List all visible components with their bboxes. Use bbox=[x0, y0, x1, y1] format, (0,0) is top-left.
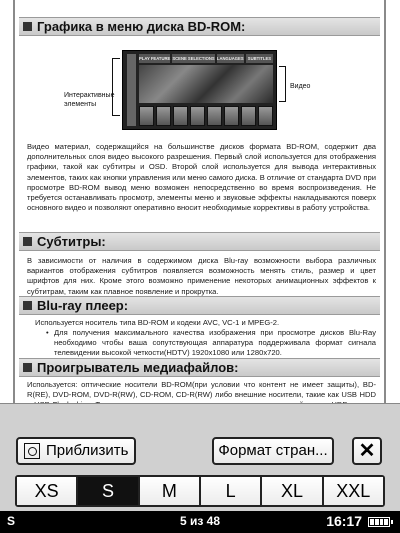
battery-cell bbox=[375, 519, 379, 525]
section-title: Субтитры: bbox=[37, 234, 106, 249]
size-option-xxl[interactable]: XXL bbox=[324, 477, 383, 505]
figure-thumbnail bbox=[173, 106, 188, 126]
paragraph-text: Для получения максимального качества изображения при просмотре дисков Blu-Ray необходимо чтобы ваша сопутствующая аппаратура поддерживала формат сигнала телевидении высокой четкости(HDTV) 1920x1080 или 1280x720. bbox=[54, 328, 376, 358]
figure-tab: LANGUAGES bbox=[216, 56, 244, 61]
size-option-xs[interactable]: XS bbox=[17, 477, 78, 505]
section-title: Blu-ray плеер: bbox=[37, 298, 129, 313]
figure-side-bar bbox=[127, 54, 136, 126]
figure-thumbnail bbox=[224, 106, 239, 126]
close-icon: ✕ bbox=[358, 440, 376, 462]
clock: 16:17 bbox=[326, 513, 362, 529]
figure-thumbnail bbox=[139, 106, 154, 126]
figure-thumbnail bbox=[190, 106, 205, 126]
page-format-button[interactable] bbox=[212, 437, 334, 465]
paragraph-graphics: Видео материал, содержащийся на большинстве дисков формата BD-ROM, содержит два дополнительных слоя видео высокого разрешения. Первый слой используется для отображения графики, такой как субтитры и OSD. Второй слой используется для вывода интерактивных элементов, таких как кнопки управления или меню самого диска. В отличие от стандарта DVD при просмотре BD-ROM вывод меню возможен непосредственно во время воспроизведения. Не требуется останавливать просмотр, элементы меню и звуковые эффекты накладываются поверх основного видео и позволяют оперативно вносит необходимые коррективы в работу устройства. bbox=[27, 142, 376, 213]
status-left-indicator: S bbox=[7, 514, 16, 528]
figure-label-video: Видео bbox=[290, 83, 311, 90]
page-border-left bbox=[13, 0, 15, 403]
section-heading-media bbox=[19, 358, 380, 377]
battery-icon bbox=[368, 517, 390, 527]
figure-video-scene bbox=[139, 65, 273, 103]
figure-label-interactive: Интерактивные элементы bbox=[64, 92, 115, 108]
size-option-m[interactable]: M bbox=[140, 477, 201, 505]
figure-thumbnail bbox=[207, 106, 222, 126]
figure-tab: SUBTITLES bbox=[247, 56, 272, 61]
figure-thumbnail bbox=[241, 106, 256, 126]
bd-menu-figure bbox=[122, 50, 277, 130]
size-option-s[interactable]: S bbox=[78, 477, 139, 505]
page-border-right bbox=[384, 0, 386, 403]
zoom-control-panel bbox=[0, 403, 400, 511]
zoom-in-button[interactable] bbox=[16, 437, 136, 465]
figure-thumbnail-strip bbox=[139, 106, 273, 126]
zoom-button-label: Приблизить bbox=[46, 442, 129, 459]
figure-bracket-right bbox=[279, 66, 286, 102]
page-counter: 5 из 48 bbox=[179, 514, 221, 528]
section-title: Графика в меню диска BD-ROM: bbox=[37, 19, 246, 34]
paragraph-bluray-hdtv bbox=[27, 328, 376, 359]
size-option-l[interactable]: L bbox=[201, 477, 262, 505]
section-title: Проигрыватель медиафайлов: bbox=[37, 360, 239, 375]
page-format-button-label: Формат стран... bbox=[218, 442, 328, 459]
section-heading-graphics bbox=[19, 17, 380, 36]
section-heading-bluray bbox=[19, 296, 380, 315]
battery-cell bbox=[380, 519, 384, 525]
bullet-square-icon bbox=[23, 237, 32, 246]
bullet-square-icon bbox=[23, 363, 32, 372]
font-size-selector bbox=[15, 475, 385, 507]
status-bar bbox=[0, 511, 400, 533]
size-option-xl[interactable]: XL bbox=[262, 477, 323, 505]
figure-tab: PLAY FEATURE bbox=[139, 56, 171, 61]
paragraph-subtitles: В зависимости от наличия в содержимом диска Blu-ray возможности выбора различных вариантов отображения субтитров появляется возможность менять стиль, размер и цвет шрифтов для них. Кроме этого возможно применение некоторых анимационных эффектов к субтитрам, таким как плавное появление и прокрутка. bbox=[27, 256, 376, 296]
battery-cell bbox=[384, 519, 388, 525]
paragraph-media: Используется: оптические носители BD-ROM(при условии что контент не имеет защиты), BD-R(RE), DVD-ROM, DVD-R(RW), CD-ROM, CD-R(RW) либо внешние носители, такие как USB HDD bbox=[27, 380, 376, 400]
close-button[interactable] bbox=[352, 437, 382, 465]
paragraph-bluray-codecs: Используется носитель типа BD-ROM и кодеки AVC, VC-1 и MPEG-2. bbox=[35, 318, 280, 327]
section-heading-subtitles bbox=[19, 232, 380, 251]
figure-thumbnail bbox=[156, 106, 171, 126]
battery-cell bbox=[370, 519, 374, 525]
figure-menu-tabs bbox=[139, 54, 273, 63]
figure-thumbnail bbox=[258, 106, 273, 126]
bullet-icon: • bbox=[46, 328, 49, 337]
figure-tab: SCENE SELECTIONS bbox=[172, 56, 215, 61]
bullet-square-icon bbox=[23, 301, 32, 310]
zoom-icon bbox=[24, 443, 40, 459]
bullet-square-icon bbox=[23, 22, 32, 31]
figure-bracket-left bbox=[112, 58, 120, 116]
